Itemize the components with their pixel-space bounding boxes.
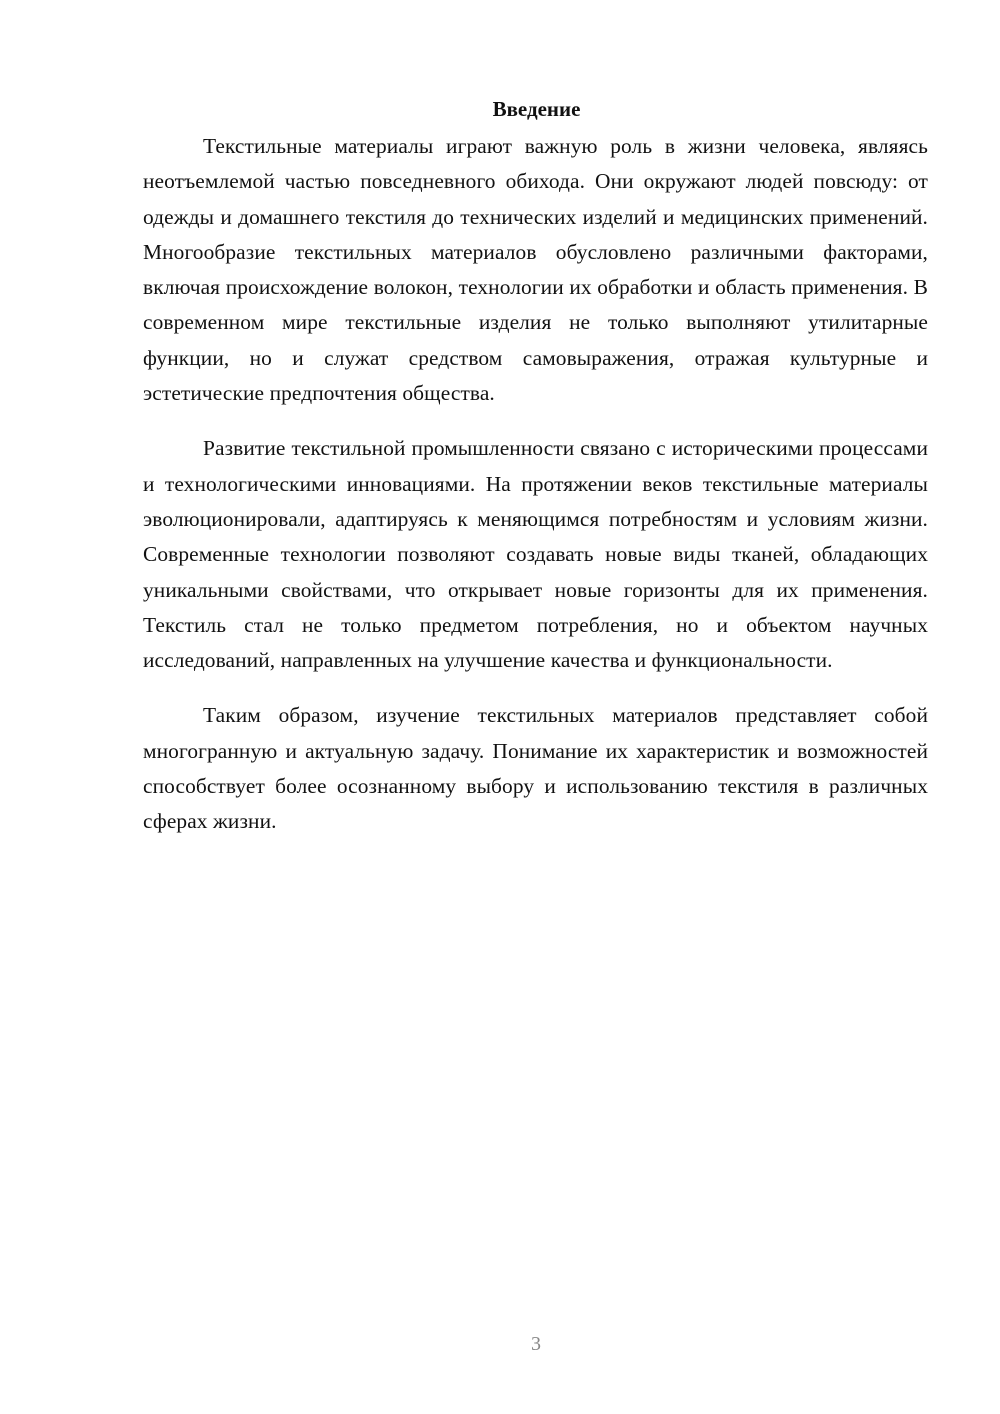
paragraph-2: Развитие текстильной промышленности связано с историческими процессами и технологическими инновациями. На протяжении веков текстильные материалы эволюционировали, адаптируясь к меняющимся потребностям и условиям жизни. Современные технологии позволяют создавать новые виды тканей, обладающих уникальными свойствами, что открывает новые горизонты для их применения. Текстиль стал не только предметом потребления, но и объектом научных исследований, направленных на улучшение качества и функциональности.	[143, 436, 928, 673]
paragraph-3: Таким образом, изучение текстильных материалов представляет собой многогранную и актуальную задачу. Понимание их характеристик и возможностей способствует более осознанному выбору и использованию текстиля в различных сферах жизни.	[143, 703, 928, 834]
paragraph-1: Текстильные материалы играют важную роль в жизни человека, являясь неотъемлемой частью повседневного обихода. Они окружают людей повсюду: от одежды и домашнего текстиля до технических изделий и медицинских применений. Многообразие текстильных материалов обусловлено различными факторами, включая происхождение волокон, технологии их обработки и область применения. В современном мире текстильные изделия не только выполняют утилитарные функции, но и служат средством самовыражения, отражая культурные и эстетические предпочтения общества.	[143, 134, 928, 406]
section-title: Введение	[492, 97, 581, 121]
page-number: 3	[531, 1333, 541, 1355]
document-body	[143, 92, 928, 840]
